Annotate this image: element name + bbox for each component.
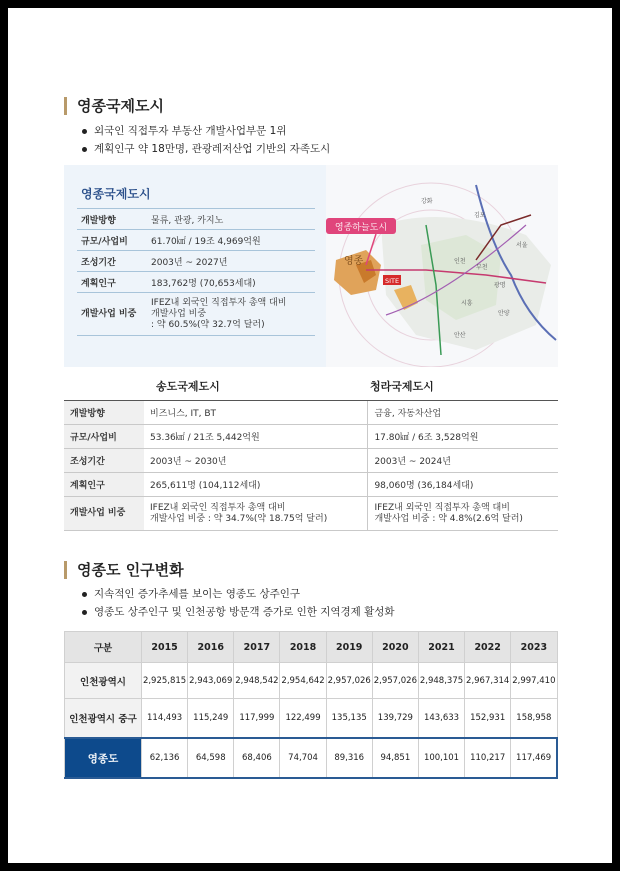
location-map <box>326 165 558 367</box>
cell-value: 68,406 <box>234 738 280 778</box>
table-row <box>77 272 315 293</box>
cell-value: 2,954,642 <box>280 663 326 699</box>
table-row <box>64 425 558 449</box>
bullet-item: 외국인 직접투자 부동산 개발사업부문 1위 <box>80 122 330 140</box>
cell-value: 117,999 <box>234 699 280 739</box>
songdo-value: 2003년 ~ 2030년 <box>144 449 368 473</box>
yeongjong-box-title: 영종국제도시 <box>81 187 151 201</box>
year-header: 2020 <box>372 632 418 663</box>
cell-value: 152,931 <box>465 699 511 739</box>
year-header: 2021 <box>418 632 464 663</box>
songdo-title: 송도국제도시 <box>156 380 220 393</box>
row-value <box>147 293 315 336</box>
map-place-label: 광명 <box>494 282 506 289</box>
row-label: 계획인구 <box>64 473 144 497</box>
cell-value: 94,851 <box>372 738 418 778</box>
songdo-value-line: 개발사업 비중 : 약 34.7%(약 18.75억 달러) <box>150 513 328 524</box>
cell-value: 2,967,314 <box>465 663 511 699</box>
cell-value: 2,943,069 <box>188 663 234 699</box>
bullet-list-1 <box>80 122 330 158</box>
row-label: 인천광역시 중구 <box>65 699 142 739</box>
bullet-list-2 <box>80 585 395 621</box>
row-label: 규모/사업비 <box>77 230 147 251</box>
section-title-yeongjong: 영종국제도시 <box>64 97 164 115</box>
map-badge-label: 영종하늘도시 <box>334 223 388 233</box>
table-row <box>65 663 558 699</box>
cell-value: 100,101 <box>418 738 464 778</box>
row-label: 계획인구 <box>77 272 147 293</box>
cheongna-title: 청라국제도시 <box>370 380 434 393</box>
songdo-value-line: IFEZ내 외국인 직접투자 총액 대비 <box>150 502 286 513</box>
table-row <box>64 473 558 497</box>
cell-value: 2,925,815 <box>142 663 188 699</box>
table-row <box>65 699 558 739</box>
map-place-label: 김포 <box>474 212 486 219</box>
cell-value: 2,957,026 <box>326 663 372 699</box>
bullet-item: 계획인구 약 18만명, 관광레저산업 기반의 자족도시 <box>80 140 330 158</box>
table-row <box>77 209 315 230</box>
row-value-line: : 약 60.5%(약 32.7억 달러) <box>151 319 265 330</box>
row-value: 물류, 관광, 카지노 <box>147 209 315 230</box>
songdo-value: 비즈니스, IT, BT <box>144 401 368 425</box>
map-place-label: 서울 <box>516 242 528 249</box>
row-label: 개발방향 <box>64 401 144 425</box>
cell-value: 2,948,542 <box>234 663 280 699</box>
cell-value: 2,957,026 <box>372 663 418 699</box>
cell-value: 143,633 <box>418 699 464 739</box>
table-row <box>77 293 315 336</box>
year-header: 2019 <box>326 632 372 663</box>
year-header: 2016 <box>188 632 234 663</box>
row-label: 규모/사업비 <box>64 425 144 449</box>
songdo-value: 53.36㎢ / 21조 5,442억원 <box>144 425 368 449</box>
cell-value: 74,704 <box>280 738 326 778</box>
cheongna-value: 17.80㎢ / 6조 3,528억원 <box>368 425 558 449</box>
cell-value: 62,136 <box>142 738 188 778</box>
row-value: 183,762명 (70,653세대) <box>147 272 315 293</box>
cell-value: 110,217 <box>465 738 511 778</box>
row-value: 61.70㎢ / 19조 4,969억원 <box>147 230 315 251</box>
cell-value: 89,316 <box>326 738 372 778</box>
map-area-label: 영종 <box>344 256 364 267</box>
cell-value: 114,493 <box>142 699 188 739</box>
population-table <box>64 631 558 779</box>
table-row <box>77 230 315 251</box>
map-place-label: 시흥 <box>461 300 473 307</box>
cheongna-value-line: 개발사업 비중 : 약 4.8%(2.6억 달러) <box>374 513 523 524</box>
row-label: 조성기간 <box>64 449 144 473</box>
page <box>8 8 612 863</box>
year-header: 2018 <box>280 632 326 663</box>
cell-value: 2,948,375 <box>418 663 464 699</box>
table-header-row <box>65 632 558 663</box>
cheongna-value-line: IFEZ내 외국인 직접투자 총액 대비 <box>374 502 510 513</box>
cell-value: 64,598 <box>188 738 234 778</box>
year-header: 2023 <box>511 632 557 663</box>
cell-value: 135,135 <box>326 699 372 739</box>
table-row-highlight <box>65 738 558 778</box>
cheongna-value: 98,060명 (36,184세대) <box>368 473 558 497</box>
cell-value: 2,997,410 <box>511 663 557 699</box>
map-place-label: 안산 <box>454 332 466 339</box>
year-header: 2022 <box>465 632 511 663</box>
cheongna-value <box>368 497 558 531</box>
table-row <box>64 497 558 531</box>
bullet-item: 영종도 상주인구 및 인천공항 방문객 증가로 인한 지역경제 활성화 <box>80 603 395 621</box>
cell-value: 139,729 <box>372 699 418 739</box>
cheongna-value: 2003년 ~ 2024년 <box>368 449 558 473</box>
year-header: 2017 <box>234 632 280 663</box>
songdo-value: 265,611명 (104,112세대) <box>144 473 368 497</box>
yeongjong-info-box <box>64 165 326 367</box>
row-label: 개발방향 <box>77 209 147 230</box>
section-title-population: 영종도 인구변화 <box>64 561 184 579</box>
map-place-label: 부천 <box>476 264 488 271</box>
table-row <box>77 251 315 272</box>
row-label: 개발사업 비중 <box>64 497 144 531</box>
map-place-label: 강화 <box>421 198 433 205</box>
row-label: 조성기간 <box>77 251 147 272</box>
songdo-value <box>144 497 368 531</box>
cell-value: 122,499 <box>280 699 326 739</box>
row-label: 개발사업 비중 <box>77 293 147 336</box>
header-cell: 구분 <box>65 632 142 663</box>
year-header: 2015 <box>142 632 188 663</box>
row-value-line: 개발사업 비중 <box>151 308 207 319</box>
row-value-line: IFEZ내 외국인 직접투자 총액 대비 <box>151 297 287 308</box>
bullet-item: 지속적인 증가추세를 보이는 영종도 상주인구 <box>80 585 395 603</box>
yeongjong-info-table <box>77 208 315 336</box>
map-place-label: 인천 <box>454 258 466 265</box>
row-label: 영종도 <box>65 738 142 778</box>
cell-value: 115,249 <box>188 699 234 739</box>
location-map-svg <box>326 165 558 367</box>
map-place-label: 안양 <box>498 310 510 317</box>
table-row <box>64 401 558 425</box>
comparison-table <box>64 400 558 531</box>
cheongna-value: 금융, 자동차산업 <box>368 401 558 425</box>
cell-value: 158,958 <box>511 699 557 739</box>
row-label: 인천광역시 <box>65 663 142 699</box>
site-marker-label: SITE <box>384 277 400 285</box>
table-row <box>64 449 558 473</box>
cell-value: 117,469 <box>511 738 557 778</box>
row-value: 2003년 ~ 2027년 <box>147 251 315 272</box>
